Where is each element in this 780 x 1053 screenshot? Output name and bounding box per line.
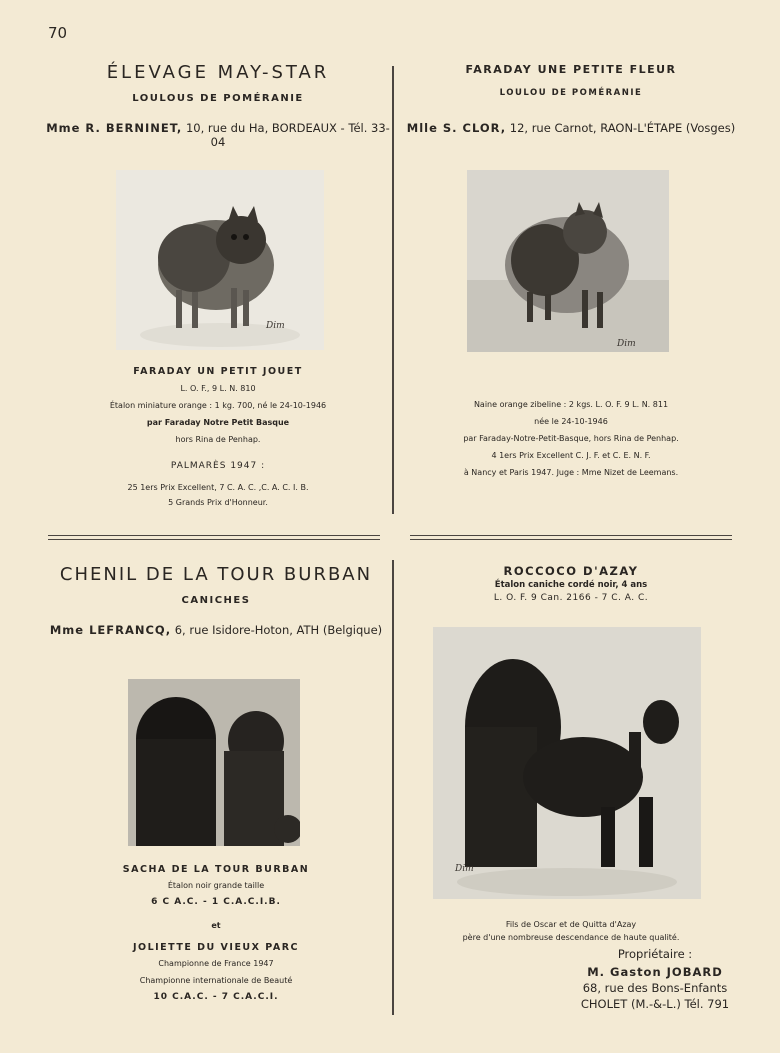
owner-address: 10, rue du Ha, BORDEAUX - Tél. 33-04 (182, 121, 390, 149)
photographer-signature: Dim (266, 321, 285, 331)
dog-illustration (433, 627, 701, 899)
ad-title: FARADAY UNE PETITE FLEUR (465, 63, 677, 76)
horizontal-rule-right (410, 535, 732, 540)
proprietor-name: M. Gaston JOBARD (587, 965, 723, 979)
page-number: 70 (48, 24, 68, 42)
owner-address: 6, rue Isidore-Hoton, ATH (Belgique) (171, 623, 383, 637)
owner-name: Mme LEFRANCQ, (49, 623, 172, 637)
photographer-signature: Dim (455, 864, 474, 874)
caption-line-3: par Faraday-Notre-Petit-Basque, hors Rina de Penhap. (463, 434, 679, 443)
ad-title: ÉLEVAGE MAY-STAR (106, 62, 330, 83)
ad-subtitle: CANICHES (181, 595, 251, 606)
caption-line-2: père d'une nombreuse descendance de haute qualité. (462, 933, 680, 942)
ad-title: ROCCOCO D'AZAY (503, 564, 639, 578)
dog-illustration (116, 170, 324, 350)
vertical-divider-bottom (392, 560, 394, 1015)
proprietor-label: Propriétaire : (617, 947, 693, 961)
ad-subtitle: LOULOU DE POMÉRANIE (499, 88, 643, 98)
dog-illustration (467, 170, 669, 352)
ad-subtitle: LOULOUS DE POMÉRANIE (132, 93, 304, 104)
ad-owner (400, 121, 742, 135)
caption-block (400, 918, 742, 944)
dog-name: FARADAY UN PETIT JOUET (133, 366, 303, 377)
palmares-line-1: 25 1ers Prix Excellent, 7 C. A. C. ,C. A. C. I. B. (127, 483, 309, 492)
dog-dam: hors Rina de Penhap. (175, 435, 261, 444)
ad-owner (44, 623, 388, 637)
dog1-name: SACHA DE LA TOUR BURBAN (122, 864, 310, 875)
photographer-signature: Dim (617, 339, 636, 349)
dogs-illustration (128, 679, 300, 846)
dog2-awards: 10 C.A.C. - 7 C.A.C.I. (153, 992, 279, 1002)
ad-lof: L. O. F. 9 Can. 2166 - 7 C. A. C. (493, 593, 649, 603)
photo-pomeranian-faraday-une-petite-fleur (467, 170, 669, 352)
dog2-line-1: Championne de France 1947 (158, 959, 274, 968)
photo-poodles-sacha-and-joliette (128, 679, 300, 846)
caption-line-1: Fils de Oscar et de Quitta d'Azay (505, 920, 637, 929)
dog-lof: L. O. F., 9 L. N. 810 (180, 384, 256, 393)
caption-block (44, 864, 388, 1004)
photo-corded-poodle-roccoco (433, 627, 701, 899)
dog2-line-2: Championne internationale de Beauté (139, 976, 293, 985)
owner-name: Mme R. BERNINET, (46, 121, 183, 135)
ad-title: CHENIL DE LA TOUR BURBAN (59, 564, 373, 585)
dog2-name: JOLIETTE DU VIEUX PARC (132, 942, 300, 953)
caption-line-2: née le 24-10-1946 (534, 417, 608, 426)
horizontal-rule-left (48, 535, 380, 540)
owner-address: 12, rue Carnot, RAON-L'ÉTAPE (Vosges) (506, 121, 736, 135)
ad-subtitle: Étalon caniche cordé noir, 4 ans (494, 580, 648, 590)
caption-line-5: à Nancy et Paris 1947. Juge : Mme Nizet de Leemans. (463, 468, 679, 477)
owner-name: Mlle S. CLOR, (406, 121, 507, 135)
ad-owner (40, 121, 396, 149)
caption-block (400, 398, 742, 479)
dog1-awards: 6 C A.C. - 1 C.A.C.I.B. (151, 897, 281, 907)
photo-pomeranian-faraday-un-petit-jouet (116, 170, 324, 350)
proprietor-block (560, 946, 750, 1012)
palmares-title: PALMARÈS 1947 : (170, 461, 266, 471)
proprietor-address: 68, rue des Bons-Enfants (582, 981, 728, 995)
caption-line-1: Naine orange zibeline : 2 kgs. L. O. F. 9 L. N. 811 (473, 400, 669, 409)
dog-description: Étalon miniature orange : 1 kg. 700, né le 24-10-1946 (109, 401, 327, 410)
connector-et: et (211, 921, 221, 930)
palmares-line-2: 5 Grands Prix d'Honneur. (168, 498, 268, 507)
dog1-description: Étalon noir grande taille (167, 881, 265, 890)
caption-line-4: 4 1ers Prix Excellent C. J. F. et C. E. N. F. (491, 451, 651, 460)
proprietor-city: CHOLET (M.-&-L.) Tél. 791 (580, 997, 730, 1011)
caption-block (48, 366, 388, 509)
dog-sire: par Faraday Notre Petit Basque (146, 418, 290, 427)
